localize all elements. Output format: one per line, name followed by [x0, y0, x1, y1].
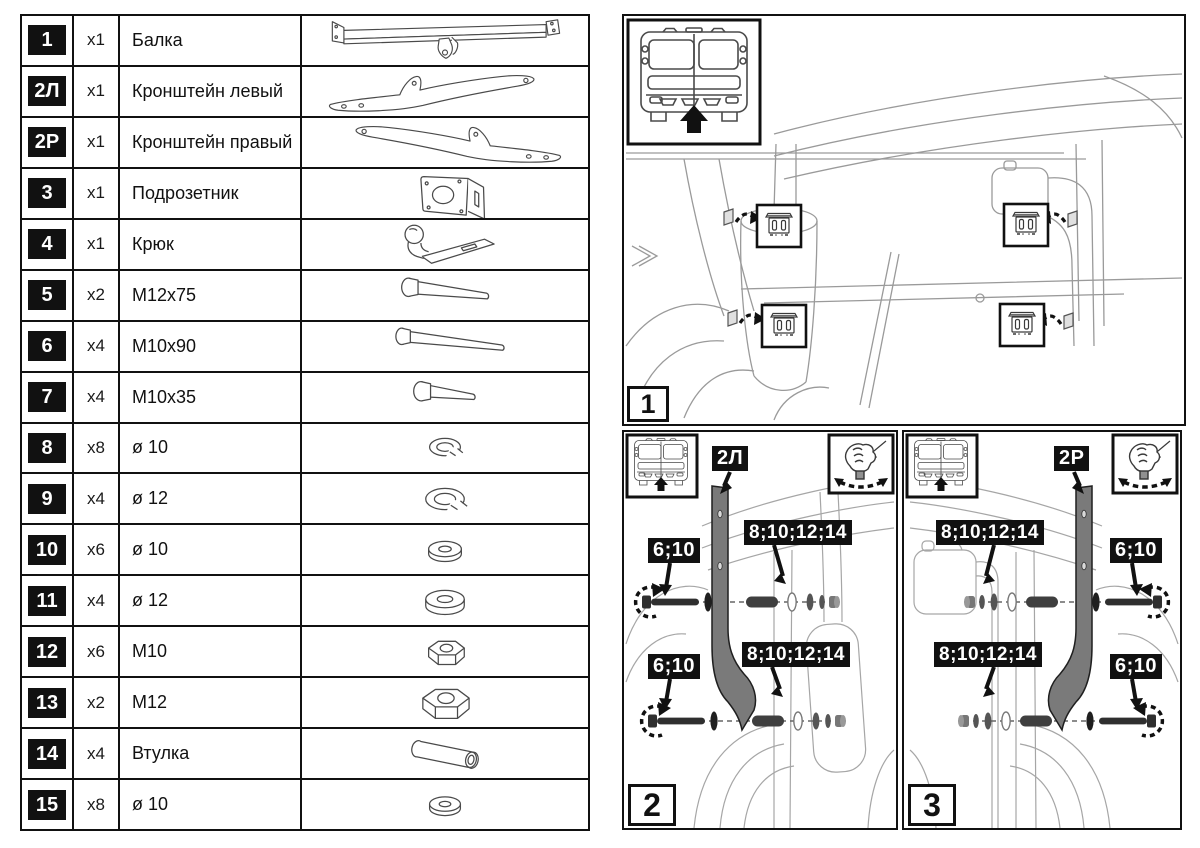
part-illustration-cell	[302, 627, 588, 676]
part-quantity: x8	[74, 424, 120, 473]
tow-hook-drawing-icon	[310, 218, 580, 270]
part-number-badge: 1	[28, 25, 66, 55]
part-name: ø 12	[120, 576, 302, 625]
step-number-badge: 1	[627, 386, 669, 422]
part-illustration-cell	[302, 424, 588, 473]
part-number-badge: 2Р	[28, 127, 66, 157]
diagram-step-2	[622, 430, 898, 830]
part-illustration-cell	[302, 474, 588, 523]
diagram-step-1	[622, 14, 1186, 426]
part-illustration-cell	[302, 118, 588, 167]
part-name: Подрозетник	[120, 169, 302, 218]
part-name: ø 10	[120, 525, 302, 574]
fastener-callout-label: 8;10;12;14	[936, 520, 1044, 545]
part-number-badge: 8	[28, 433, 66, 463]
part-quantity: x1	[74, 67, 120, 116]
parts-table	[20, 14, 590, 831]
part-illustration-cell	[302, 678, 588, 727]
nut-m10-drawing-icon	[310, 626, 580, 678]
part-quantity: x4	[74, 474, 120, 523]
parts-table-row	[22, 625, 588, 676]
part-number-badge: 12	[28, 637, 66, 667]
part-number-badge: 2Л	[28, 76, 66, 106]
sleeve-drawing-icon	[310, 728, 580, 780]
parts-table-row	[22, 523, 588, 574]
part-illustration-cell	[302, 576, 588, 625]
part-number-badge: 3	[28, 178, 66, 208]
part-illustration-cell	[302, 67, 588, 116]
spring-washer-12-drawing-icon	[310, 473, 580, 525]
parts-table-row	[22, 574, 588, 625]
bolt-m10x90-drawing-icon	[310, 320, 580, 372]
part-illustration-cell	[302, 220, 588, 269]
part-number-cell	[22, 373, 74, 422]
left-bracket-drawing-icon	[310, 65, 580, 117]
part-number-cell	[22, 474, 74, 523]
right-bracket-part	[1048, 486, 1092, 730]
fastener-callout-label: 8;10;12;14	[742, 642, 850, 667]
part-callout-label: 2Р	[1054, 446, 1089, 471]
fastener-callout-label: 8;10;12;14	[934, 642, 1042, 667]
part-number-cell	[22, 16, 74, 65]
part-callout-label: 2Л	[712, 446, 748, 471]
parts-table-row	[22, 320, 588, 371]
left-bracket-install-art	[624, 432, 896, 828]
part-number-cell	[22, 322, 74, 371]
parts-table-row	[22, 472, 588, 523]
part-number-badge: 5	[28, 280, 66, 310]
part-number-badge: 9	[28, 484, 66, 514]
part-name: ø 10	[120, 424, 302, 473]
cage-nut-icon	[771, 314, 797, 336]
part-illustration-cell	[302, 16, 588, 65]
step-number-badge: 3	[908, 784, 956, 826]
part-number-cell	[22, 118, 74, 167]
diagram-step-3	[902, 430, 1182, 830]
parts-table-row	[22, 65, 588, 116]
part-number-cell	[22, 780, 74, 829]
part-name: M12x75	[120, 271, 302, 320]
part-number-cell	[22, 576, 74, 625]
fastener-callout-label: 6;10	[648, 538, 700, 563]
part-name: M10x90	[120, 322, 302, 371]
part-number-badge: 6	[28, 331, 66, 361]
part-number-cell	[22, 67, 74, 116]
parts-table-row	[22, 422, 588, 473]
part-quantity: x8	[74, 780, 120, 829]
part-number-cell	[22, 525, 74, 574]
part-number-cell	[22, 627, 74, 676]
socket-plate-drawing-icon	[310, 167, 580, 219]
part-number-badge: 14	[28, 739, 66, 769]
part-number-cell	[22, 271, 74, 320]
part-quantity: x4	[74, 373, 120, 422]
part-number-badge: 7	[28, 382, 66, 412]
part-name: M10	[120, 627, 302, 676]
part-name: Кронштейн правый	[120, 118, 302, 167]
parts-table-row	[22, 371, 588, 422]
parts-table-row	[22, 778, 588, 829]
part-number-badge: 11	[28, 586, 66, 616]
part-illustration-cell	[302, 169, 588, 218]
part-name: Крюк	[120, 220, 302, 269]
part-number-cell	[22, 678, 74, 727]
part-number-badge: 4	[28, 229, 66, 259]
parts-table-row	[22, 218, 588, 269]
part-name: Втулка	[120, 729, 302, 778]
part-illustration-cell	[302, 525, 588, 574]
step-number-badge: 2	[628, 784, 676, 826]
fastener-callout-label: 6;10	[1110, 538, 1162, 563]
part-quantity: x4	[74, 322, 120, 371]
part-number-cell	[22, 169, 74, 218]
beam-drawing-icon	[310, 14, 580, 66]
parts-table-row	[22, 676, 588, 727]
bolt-m10x35-drawing-icon	[310, 371, 580, 423]
flat-washer-12-drawing-icon	[310, 575, 580, 627]
cage-nut-icon	[1013, 213, 1039, 235]
part-name: M10x35	[120, 373, 302, 422]
part-quantity: x1	[74, 220, 120, 269]
spring-washer-10-drawing-icon	[310, 422, 580, 474]
part-illustration-cell	[302, 322, 588, 371]
fastener-callout-label: 6;10	[1110, 654, 1162, 679]
part-name: Балка	[120, 16, 302, 65]
part-quantity: x4	[74, 576, 120, 625]
part-quantity: x2	[74, 678, 120, 727]
part-illustration-cell	[302, 729, 588, 778]
part-name: ø 10	[120, 780, 302, 829]
fastener-callout-label: 8;10;12;14	[744, 520, 852, 545]
part-quantity: x1	[74, 118, 120, 167]
right-bracket-install-art	[904, 432, 1180, 828]
underbody-overview-art	[624, 16, 1184, 424]
part-name: ø 12	[120, 474, 302, 523]
part-name: Кронштейн левый	[120, 67, 302, 116]
part-number-cell	[22, 424, 74, 473]
part-quantity: x6	[74, 627, 120, 676]
right-bracket-drawing-icon	[310, 116, 580, 168]
part-quantity: x2	[74, 271, 120, 320]
part-illustration-cell	[302, 271, 588, 320]
parts-table-row	[22, 269, 588, 320]
parts-table-row	[22, 16, 588, 65]
part-number-badge: 10	[28, 535, 66, 565]
cage-nut-icon	[766, 214, 792, 236]
cage-nut-icon	[1009, 313, 1035, 335]
part-quantity: x6	[74, 525, 120, 574]
flat-washer-10-thin-drawing-icon	[310, 779, 580, 831]
parts-table-row	[22, 116, 588, 167]
part-illustration-cell	[302, 780, 588, 829]
parts-table-row	[22, 727, 588, 778]
fastener-callout-label: 6;10	[648, 654, 700, 679]
part-number-cell	[22, 729, 74, 778]
flat-washer-10-drawing-icon	[310, 524, 580, 576]
nut-m12-drawing-icon	[310, 677, 580, 729]
part-number-badge: 15	[28, 790, 66, 820]
part-quantity: x1	[74, 169, 120, 218]
part-illustration-cell	[302, 373, 588, 422]
bolt-m12x75-drawing-icon	[310, 269, 580, 321]
part-quantity: x4	[74, 729, 120, 778]
part-quantity: x1	[74, 16, 120, 65]
parts-table-row	[22, 167, 588, 218]
part-number-badge: 13	[28, 688, 66, 718]
part-number-cell	[22, 220, 74, 269]
part-name: M12	[120, 678, 302, 727]
